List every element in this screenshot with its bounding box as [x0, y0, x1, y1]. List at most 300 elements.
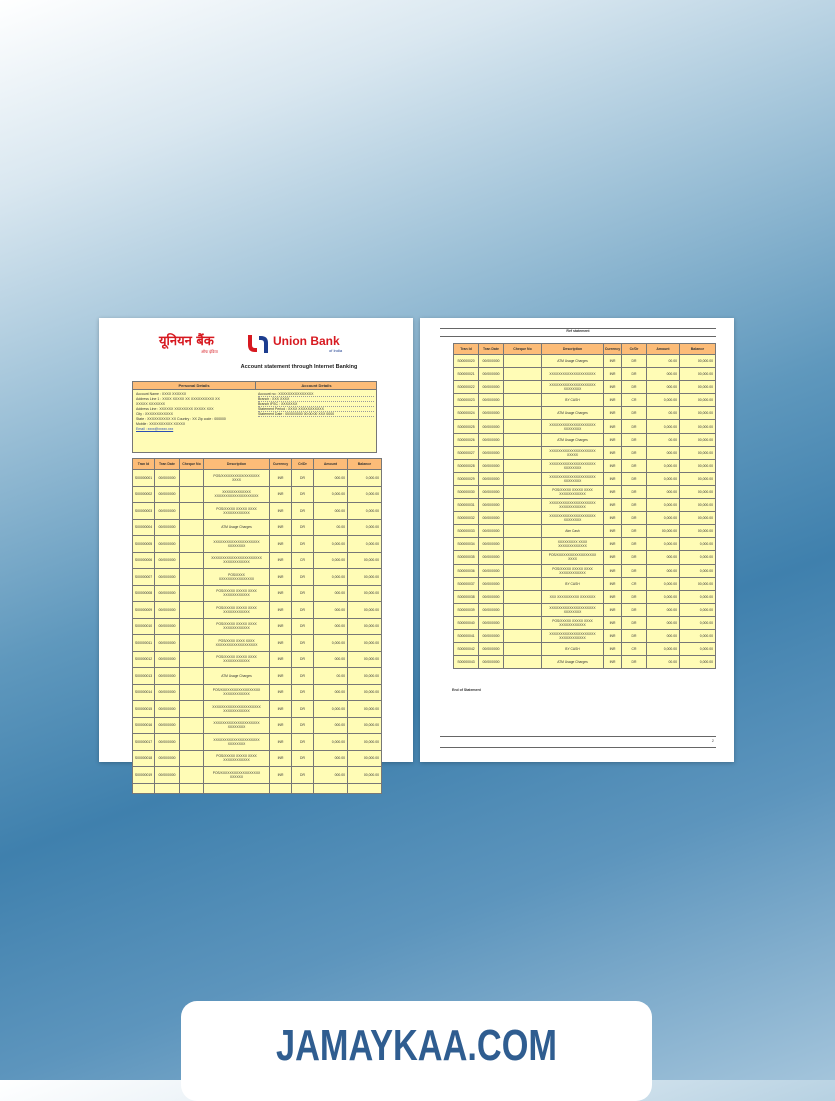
- table-cell: INR: [270, 767, 292, 784]
- column-header: Tran Date: [479, 344, 504, 355]
- table-cell: DR: [622, 407, 647, 420]
- table-cell: INR: [604, 538, 622, 551]
- table-cell: [504, 656, 542, 669]
- table-row: [454, 420, 716, 433]
- table-cell: 000.00: [314, 503, 348, 520]
- table-cell: 00/00/0000: [155, 536, 180, 553]
- table-row: [454, 643, 716, 656]
- table-cell: INR: [604, 577, 622, 590]
- table-row: [454, 485, 716, 498]
- table-cell: 00/00/0000: [479, 407, 504, 420]
- table-row: [133, 767, 382, 784]
- table-cell: S00000033: [454, 525, 479, 538]
- table-cell: 0,000.00: [314, 734, 348, 751]
- table-cell: DR: [292, 470, 314, 487]
- table-row: [454, 538, 716, 551]
- table-cell: DR: [622, 433, 647, 446]
- table-cell: POS/XXXXX XXXXX XXXX XXXXXXXXXXXX: [542, 564, 604, 577]
- table-cell: 00,000.00: [348, 684, 382, 701]
- table-cell: 00,000.00: [680, 394, 716, 407]
- table-cell: S00000009: [133, 602, 155, 619]
- table-cell: POS/XXXXXXXXXXXXXXXXXX XXXXXXXXXXXX: [204, 684, 270, 701]
- table-cell: INR: [604, 407, 622, 420]
- table-cell: ATM Usage Charges: [542, 407, 604, 420]
- table-cell: CR: [622, 643, 647, 656]
- table-cell: 0,000.00: [647, 577, 680, 590]
- table-cell: 00/00/0000: [479, 643, 504, 656]
- table-cell: [504, 577, 542, 590]
- table-cell: [504, 538, 542, 551]
- table-cell: S00000023: [454, 394, 479, 407]
- table-cell: INR: [270, 470, 292, 487]
- table-cell: DR: [622, 590, 647, 603]
- table-cell: 00.00: [647, 433, 680, 446]
- table-cell: 000.00: [314, 684, 348, 701]
- table-cell: S00000043: [454, 656, 479, 669]
- table-cell: [504, 394, 542, 407]
- table-cell: 00/00/0000: [155, 503, 180, 520]
- table-cell: 00,000.00: [348, 750, 382, 767]
- column-header: Currency: [270, 459, 292, 470]
- column-header: Amount: [647, 344, 680, 355]
- table-cell: POS/XXXXX XXXXX XXXX XXXXXXXXXXXX: [204, 651, 270, 668]
- table-cell: 000.00: [314, 602, 348, 619]
- table-cell: XXXXXXXXXXXXXXXXXXXXX XXXXXXXX: [542, 459, 604, 472]
- table-cell: ATM Usage Charges: [542, 656, 604, 669]
- table-cell: INR: [604, 381, 622, 394]
- table-cell: 00/00/0000: [479, 368, 504, 381]
- table-cell: [504, 564, 542, 577]
- table-cell: XXXXXXXXXXXXXXXXXXXXXXX XXXXXXXXXXXX: [204, 552, 270, 569]
- table-cell: BY CASH: [542, 643, 604, 656]
- table-cell: [180, 651, 204, 668]
- table-cell: S00000003: [133, 503, 155, 520]
- table-cell: S00000040: [454, 616, 479, 629]
- table-cell: S00000037: [454, 577, 479, 590]
- table-cell: INR: [604, 643, 622, 656]
- column-header: Cheque No: [180, 459, 204, 470]
- personal-line: Mobile : XXXXXXXXXX XXXXX: [136, 422, 186, 426]
- table-cell: S00000018: [133, 750, 155, 767]
- table-cell: XXXXXXXXXXXXXXXXXXXXX XXXXXXXX: [204, 734, 270, 751]
- column-header: Currency: [604, 344, 622, 355]
- table-cell: 000.00: [647, 629, 680, 642]
- table-cell: S00000008: [133, 585, 155, 602]
- table-cell: 00,000.00: [680, 577, 716, 590]
- table-cell: POS/XXXXX XXXXX XXXX XXXXXXXXXXXX: [542, 616, 604, 629]
- table-cell: 00/00/0000: [155, 701, 180, 718]
- personal-line: Account Name : XXXX XXXXXX: [136, 392, 187, 396]
- table-row: [454, 459, 716, 472]
- table-cell: 00/00/0000: [479, 446, 504, 459]
- table-cell: DR: [622, 446, 647, 459]
- table-cell: DR: [622, 564, 647, 577]
- table-cell: [180, 750, 204, 767]
- table-cell: 00/00/0000: [155, 651, 180, 668]
- table-cell: INR: [270, 585, 292, 602]
- table-cell: INR: [604, 394, 622, 407]
- table-cell: S00000004: [133, 519, 155, 536]
- table-cell: 0,000.00: [647, 499, 680, 512]
- table-cell: S00000019: [133, 767, 155, 784]
- table-cell: [504, 459, 542, 472]
- table-cell: 00,000.00: [680, 512, 716, 525]
- table-cell: 0,000.00: [314, 569, 348, 586]
- table-cell: 00,000.00: [348, 717, 382, 734]
- table-cell: POS/XXXXX XXXXX XXXX XXXXXXXXXXXX: [542, 485, 604, 498]
- table-cell: DR: [292, 486, 314, 503]
- table-cell: S00000011: [133, 635, 155, 652]
- table-cell: 00/00/0000: [479, 629, 504, 642]
- table-cell: 00,000.00: [348, 569, 382, 586]
- table-cell: 000.00: [647, 381, 680, 394]
- table-row: [133, 701, 382, 718]
- table-cell: 0,000.00: [348, 536, 382, 553]
- table-cell: 000.00: [314, 585, 348, 602]
- table-cell: DR: [622, 499, 647, 512]
- table-row: [133, 503, 382, 520]
- table-cell: 00,000.00: [348, 618, 382, 635]
- table-cell: INR: [604, 564, 622, 577]
- table-cell: [180, 668, 204, 685]
- table-cell: 0,000.00: [314, 635, 348, 652]
- table-row: [454, 525, 716, 538]
- table-cell: 0,000.00: [314, 552, 348, 569]
- table-cell: 0,000.00: [348, 486, 382, 503]
- table-row: [133, 486, 382, 503]
- table-cell: DR: [622, 459, 647, 472]
- table-cell: 000.00: [647, 616, 680, 629]
- table-cell: 00/00/0000: [479, 590, 504, 603]
- table-cell: 0,000.00: [647, 420, 680, 433]
- column-header: Description: [542, 344, 604, 355]
- table-cell: 0,000.00: [680, 603, 716, 616]
- table-row: [133, 470, 382, 487]
- table-cell: 000.00: [314, 767, 348, 784]
- table-cell: 00/00/0000: [479, 381, 504, 394]
- table-cell: 00/00/0000: [155, 635, 180, 652]
- details-header: [133, 382, 376, 390]
- table-cell: ATM Usage Charges: [204, 668, 270, 685]
- table-cell: 0,000.00: [647, 472, 680, 485]
- table-cell: [504, 368, 542, 381]
- end-of-statement: End of Statement: [452, 688, 481, 692]
- table-cell: S00000029: [454, 472, 479, 485]
- table-cell: [180, 717, 204, 734]
- table-cell: 00/00/0000: [155, 519, 180, 536]
- table-cell: 00/00/0000: [479, 603, 504, 616]
- table-cell: DR: [292, 750, 314, 767]
- table-cell: CR: [292, 552, 314, 569]
- table-cell: 00.00: [647, 407, 680, 420]
- table-cell: [180, 519, 204, 536]
- table-cell: INR: [604, 629, 622, 642]
- table-cell: DR: [622, 368, 647, 381]
- table-cell: [504, 643, 542, 656]
- table-cell: 00/00/0000: [155, 569, 180, 586]
- statement-page-2: [420, 318, 734, 762]
- table-cell: 00/00/0000: [479, 551, 504, 564]
- table-cell: S00000039: [454, 603, 479, 616]
- table-cell: INR: [604, 616, 622, 629]
- table-cell: DR: [622, 629, 647, 642]
- table-cell: DR: [292, 618, 314, 635]
- table-cell: 00/00/0000: [479, 472, 504, 485]
- table-cell: 0,000.00: [680, 590, 716, 603]
- table-cell: ATM Usage Charges: [542, 355, 604, 368]
- table-cell: DR: [622, 656, 647, 669]
- account-line: Statement Date : 00/00/0000 00:00:00 XXX 0000: [258, 412, 374, 417]
- table-cell: 0,000.00: [348, 519, 382, 536]
- column-header: Tran Id: [133, 459, 155, 470]
- table-cell: 00/00/0000: [479, 564, 504, 577]
- column-header: Balance: [348, 459, 382, 470]
- table-cell: 00,000.00: [348, 552, 382, 569]
- table-cell: INR: [604, 512, 622, 525]
- table-cell: S00000007: [133, 569, 155, 586]
- table-row: [454, 355, 716, 368]
- table-row: [133, 635, 382, 652]
- table-cell: DR: [622, 551, 647, 564]
- table-cell: XXXXXXXXXXXXXXXXXXXXX: [542, 368, 604, 381]
- table-cell: BY CASH: [542, 394, 604, 407]
- table-cell: 00,000.00: [348, 635, 382, 652]
- table-cell: S00000016: [133, 717, 155, 734]
- table-footer-row: [133, 783, 382, 793]
- table-cell: 000.00: [314, 717, 348, 734]
- table-cell: 0,000.00: [348, 470, 382, 487]
- table-cell: 00/00/0000: [479, 433, 504, 446]
- table-cell: 0,000.00: [314, 486, 348, 503]
- column-header: Tran Date: [155, 459, 180, 470]
- table-cell: 00/00/0000: [155, 552, 180, 569]
- transactions-table-page-2: [453, 343, 716, 669]
- table-cell: 00,000.00: [680, 485, 716, 498]
- table-cell: 00,000.00: [680, 472, 716, 485]
- table-cell: INR: [270, 536, 292, 553]
- site-brand-text: JAMAYKAA.COM: [276, 1021, 557, 1070]
- table-cell: INR: [604, 420, 622, 433]
- table-cell: 00/00/0000: [155, 684, 180, 701]
- table-row: [133, 651, 382, 668]
- running-head: Ref statement: [566, 329, 590, 333]
- table-cell: S00000042: [454, 643, 479, 656]
- table-cell: 00/00/0000: [155, 668, 180, 685]
- column-header: Amount: [314, 459, 348, 470]
- table-cell: POS/XXXXX XXXXX XXXX XXXXXXXXXXXX: [204, 503, 270, 520]
- table-row: [454, 629, 716, 642]
- table-cell: DR: [292, 635, 314, 652]
- table-cell: DR: [622, 512, 647, 525]
- table-cell: INR: [604, 459, 622, 472]
- table-cell: 00/00/0000: [155, 767, 180, 784]
- table-cell: DR: [292, 503, 314, 520]
- table-row: [133, 602, 382, 619]
- table-cell: XXX XXXXXXXXXX XXXXXXX: [542, 590, 604, 603]
- page-number: 2: [711, 738, 714, 743]
- table-cell: XXXXXXXXXXXXXXXXXXXXX XXXXXXXX: [542, 381, 604, 394]
- table-cell: [180, 635, 204, 652]
- table-cell: 00,000.00: [348, 668, 382, 685]
- table-cell: 00,000.00: [680, 459, 716, 472]
- table-cell: 0,000.00: [314, 701, 348, 718]
- table-cell: [504, 629, 542, 642]
- table-cell: BY CASH: [542, 577, 604, 590]
- table-cell: INR: [270, 668, 292, 685]
- table-cell: INR: [270, 750, 292, 767]
- table-cell: INR: [604, 446, 622, 459]
- table-row: [454, 616, 716, 629]
- table-cell: POS/XXXX XXXX XXXX XXXXXXXXXXXXXXXXXXX: [204, 635, 270, 652]
- table-row: [454, 446, 716, 459]
- table-cell: [180, 618, 204, 635]
- statement-heading: Account statement through Internet Banking: [240, 364, 358, 370]
- table-row: [133, 536, 382, 553]
- table-cell: INR: [604, 472, 622, 485]
- table-cell: [180, 602, 204, 619]
- table-cell: DR: [292, 767, 314, 784]
- table-cell: XXXXXXXXXXXXXXXXXXXXX XXXXXXXX: [542, 512, 604, 525]
- table-row: [454, 499, 716, 512]
- bank-tagline-hindi: ऑफ इंडिया: [201, 349, 218, 354]
- email-link[interactable]: Email : xxxx@xxxxx.xxx: [136, 427, 174, 431]
- table-cell: POS/XXXXXXXXXX/XXXXXXX XXXX: [204, 470, 270, 487]
- personal-line: City : XXXXXXXXXXXX: [136, 412, 173, 416]
- table-row: [133, 569, 382, 586]
- statement-page-1: [99, 318, 413, 779]
- table-row: [454, 433, 716, 446]
- table-cell: 00/00/0000: [155, 470, 180, 487]
- table-cell: 0,000.00: [680, 564, 716, 577]
- table-row: [454, 656, 716, 669]
- table-cell: S00000034: [454, 538, 479, 551]
- table-cell: S00000028: [454, 459, 479, 472]
- table-cell: DR: [292, 651, 314, 668]
- column-header: Cr/Dr: [292, 459, 314, 470]
- table-cell: [504, 616, 542, 629]
- personal-line: XXXXX XXXXXXX: [136, 402, 165, 406]
- table-cell: 00.00: [647, 656, 680, 669]
- table-cell: INR: [270, 552, 292, 569]
- table-cell: 00,000.00: [680, 499, 716, 512]
- table-cell: S00000006: [133, 552, 155, 569]
- table-row: [454, 512, 716, 525]
- table-row: [133, 684, 382, 701]
- table-cell: POS/XXXXX XXXXX XXXX XXXXXXXXXXXX: [204, 618, 270, 635]
- table-cell: 00,000.00: [348, 651, 382, 668]
- bank-letterhead: [159, 332, 359, 358]
- table-cell: ATM Usage Charges: [204, 519, 270, 536]
- table-cell: INR: [270, 602, 292, 619]
- bank-name-hindi: यूनियन बैंक: [159, 334, 214, 349]
- table-cell: ATM Usage Charges: [542, 433, 604, 446]
- table-cell: S00000017: [133, 734, 155, 751]
- personal-details-label: Personal Details: [178, 383, 210, 388]
- table-cell: [180, 486, 204, 503]
- table-cell: 0,000.00: [647, 538, 680, 551]
- table-cell: S00000014: [133, 684, 155, 701]
- table-cell: 00/00/0000: [479, 538, 504, 551]
- table-cell: [504, 420, 542, 433]
- table-row: [454, 472, 716, 485]
- table-cell: S00000025: [454, 420, 479, 433]
- table-cell: INR: [270, 519, 292, 536]
- table-cell: 00/00/0000: [479, 499, 504, 512]
- table-row: [454, 590, 716, 603]
- table-cell: INR: [604, 499, 622, 512]
- table-cell: S00000027: [454, 446, 479, 459]
- table-cell: 0,000.00: [647, 643, 680, 656]
- table-cell: 00/00/0000: [155, 750, 180, 767]
- table-cell: 00,000.00: [348, 767, 382, 784]
- table-cell: INR: [604, 656, 622, 669]
- table-cell: [180, 767, 204, 784]
- personal-line: State : XXXXXXXXXX XX Country : XX Zip code : 000000: [136, 417, 226, 421]
- brand-banner: [181, 1001, 652, 1101]
- table-cell: INR: [270, 635, 292, 652]
- table-cell: 00,000.00: [348, 701, 382, 718]
- table-cell: [504, 381, 542, 394]
- table-cell: POS/XXXXXXXXXXXXXXXXXX XXXXXX: [204, 767, 270, 784]
- table-cell: 00,000.00: [680, 407, 716, 420]
- table-cell: 00/00/0000: [479, 656, 504, 669]
- table-cell: 00.00: [647, 355, 680, 368]
- table-cell: DR: [292, 717, 314, 734]
- table-cell: [180, 503, 204, 520]
- table-cell: INR: [270, 701, 292, 718]
- table-cell: 0,000.00: [348, 503, 382, 520]
- table-cell: [504, 472, 542, 485]
- table-cell: INR: [604, 603, 622, 616]
- table-cell: 00/00/0000: [155, 486, 180, 503]
- table-cell: 00/00/0000: [155, 602, 180, 619]
- table-cell: 00,000.00: [680, 368, 716, 381]
- table-cell: POS/XXXXX XXXXX XXXX XXXXXXXXXXXX: [204, 750, 270, 767]
- table-cell: S00000022: [454, 381, 479, 394]
- table-cell: 0,000.00: [680, 616, 716, 629]
- table-cell: 00/00/0000: [155, 734, 180, 751]
- table-cell: 000.00: [647, 446, 680, 459]
- account-line: Statement Period : XXXX XXXXXXXXXXX: [258, 407, 374, 412]
- table-row: [133, 618, 382, 635]
- table-cell: S00000021: [454, 368, 479, 381]
- table-cell: [504, 407, 542, 420]
- table-cell: INR: [604, 368, 622, 381]
- table-cell: 00/00/0000: [479, 355, 504, 368]
- table-cell: INR: [270, 503, 292, 520]
- table-cell: S00000031: [454, 499, 479, 512]
- table-cell: 0,000.00: [314, 536, 348, 553]
- column-header: Description: [204, 459, 270, 470]
- table-cell: S00000002: [133, 486, 155, 503]
- table-cell: 000.00: [647, 485, 680, 498]
- table-cell: DR: [622, 603, 647, 616]
- account-line: Branch IFSC : XXXXXXX: [258, 402, 374, 407]
- table-cell: 00,000.00: [680, 446, 716, 459]
- table-cell: S00000024: [454, 407, 479, 420]
- personal-line: Address Line : XXXXXX XXXXXXXX XXXXX XXX: [136, 407, 214, 411]
- table-row: [133, 717, 382, 734]
- table-cell: S00000038: [454, 590, 479, 603]
- table-cell: 00,000.00: [680, 433, 716, 446]
- table-cell: INR: [604, 525, 622, 538]
- table-cell: 00/00/0000: [479, 485, 504, 498]
- table-cell: DR: [622, 616, 647, 629]
- table-cell: XXXXXXXXXXXXXXXXXXXXX XXXXXXXX: [204, 536, 270, 553]
- table-cell: 0,000.00: [647, 394, 680, 407]
- table-cell: S00000015: [133, 701, 155, 718]
- table-row: [133, 668, 382, 685]
